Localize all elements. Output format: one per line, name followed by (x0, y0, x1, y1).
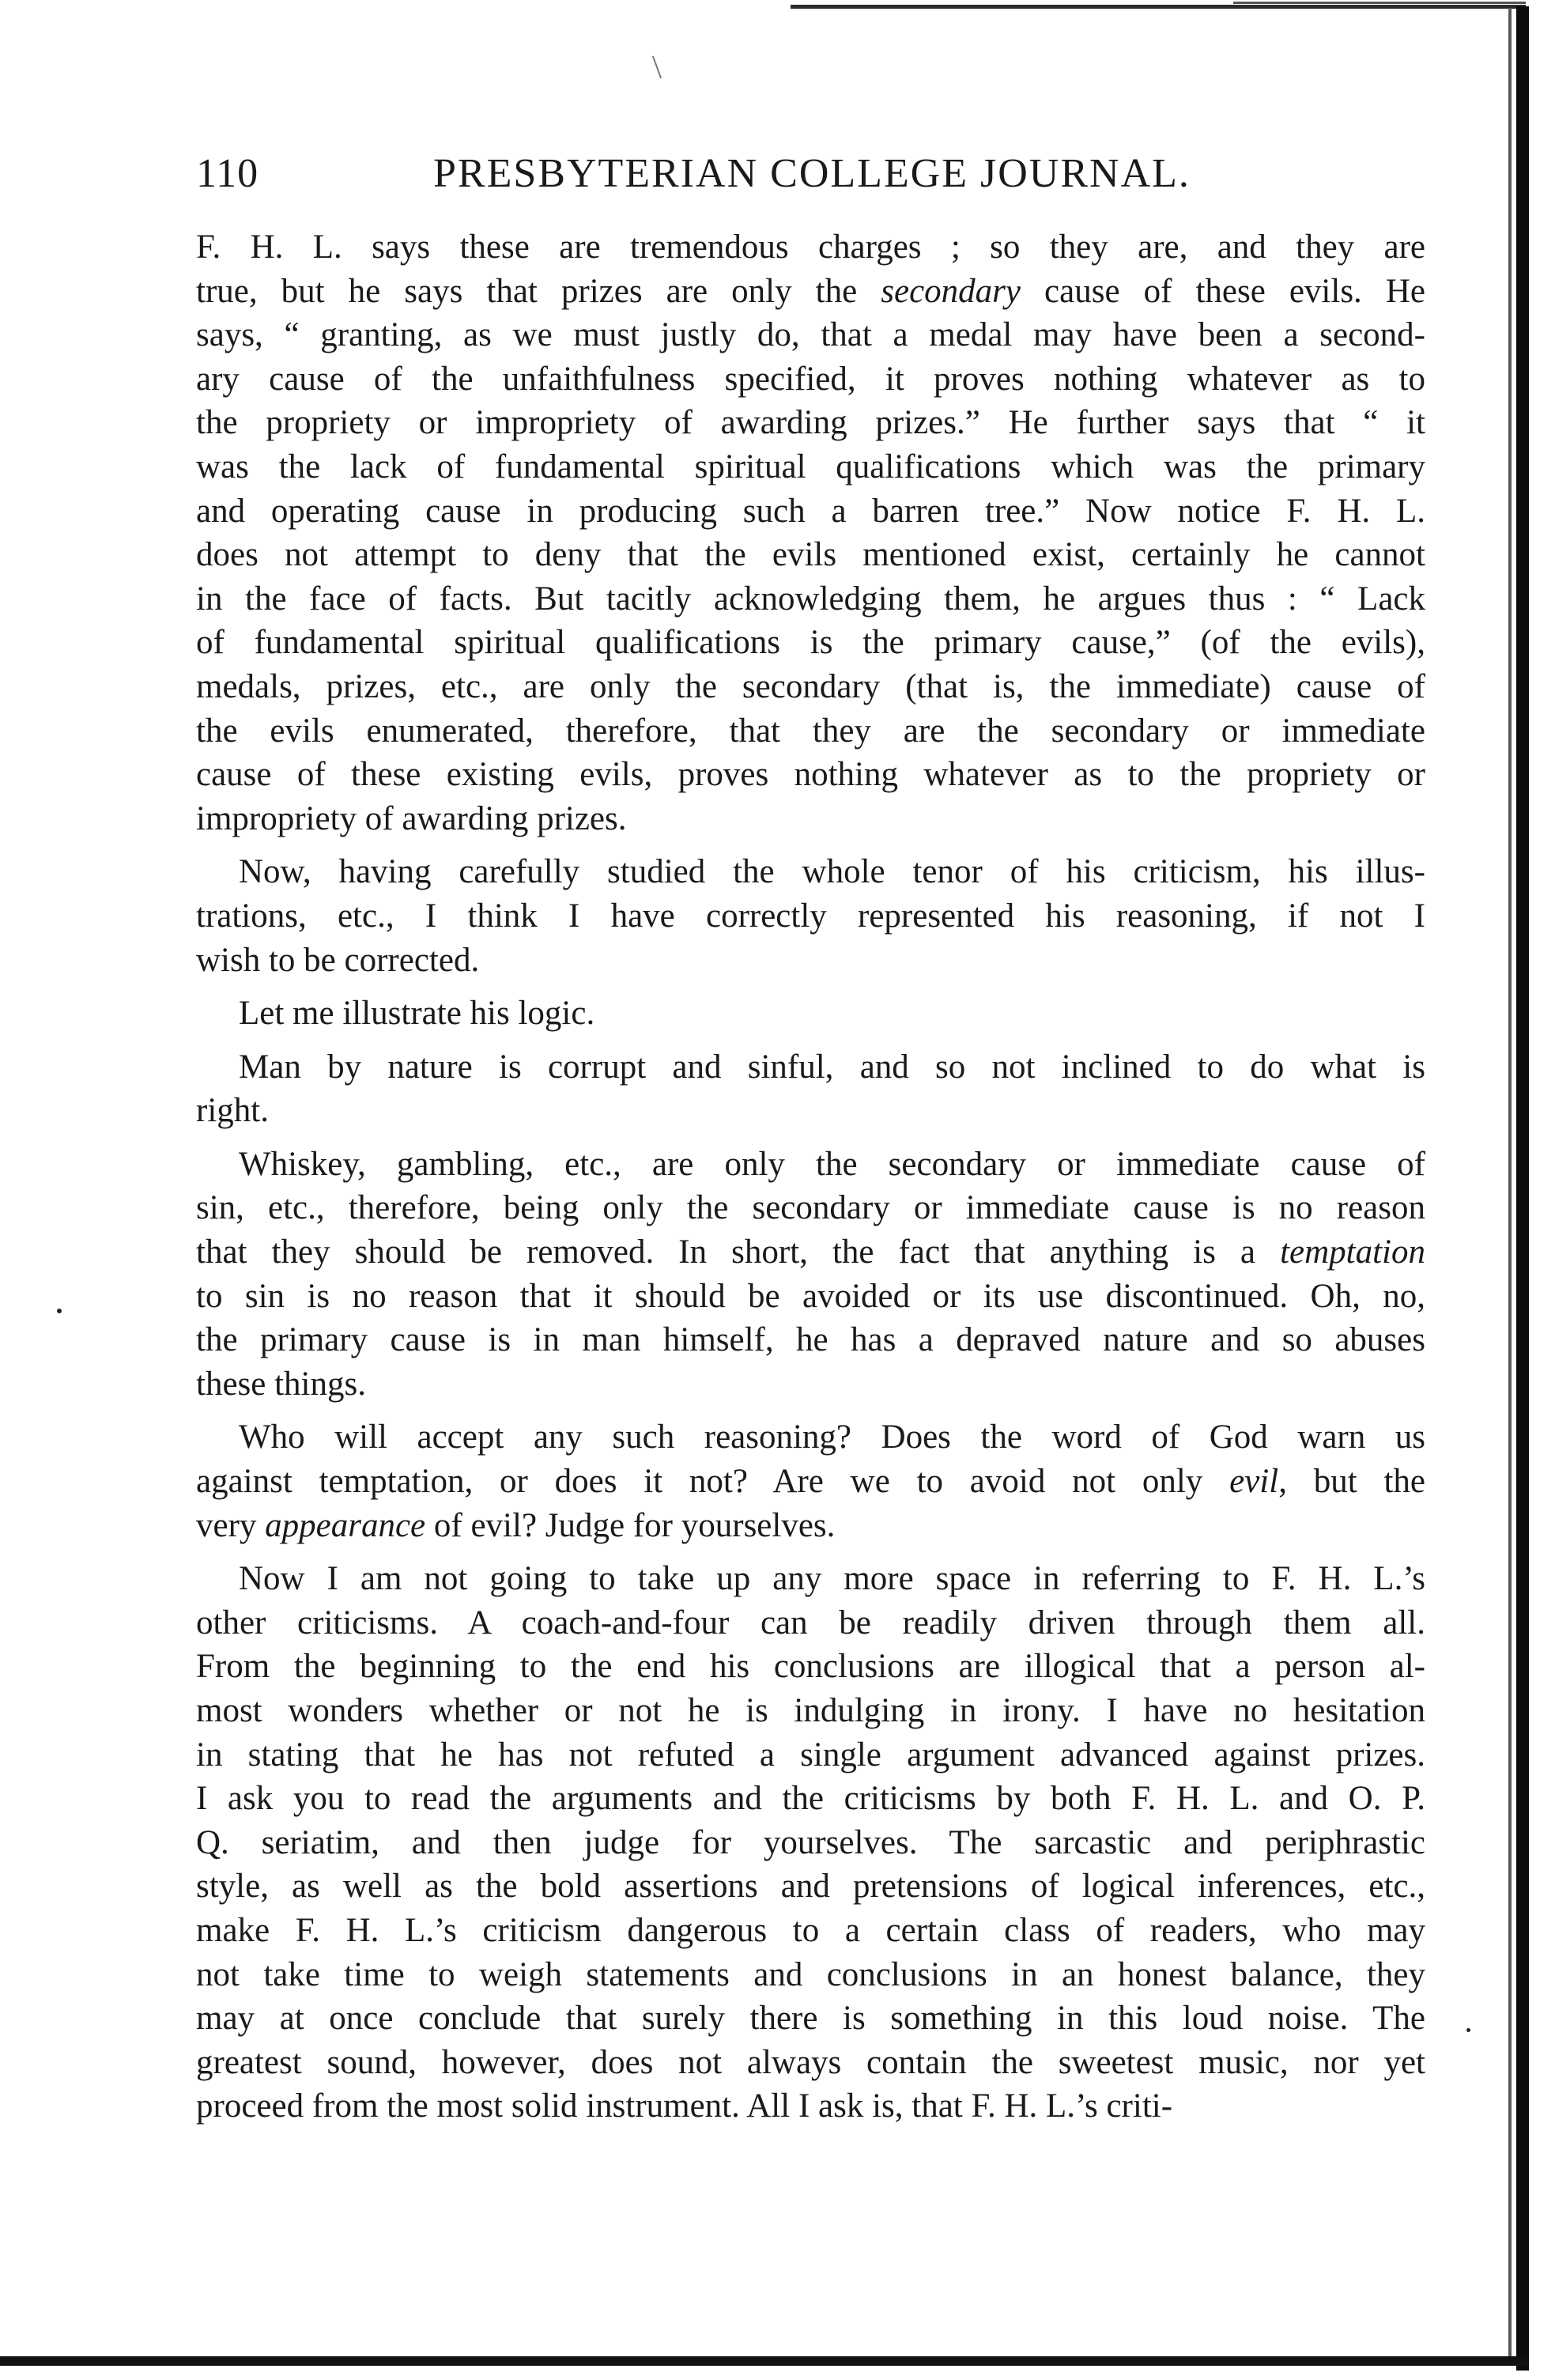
text-line: of fundamental spiritual qualifications is the primary cause,” (of the evils), (196, 624, 1425, 662)
text-line: I ask you to read the arguments and the criticisms by both F. H. L. and O. P. (196, 1780, 1425, 1818)
text-line: Who will accept any such reasoning? Does the word of God warn us (239, 1419, 1425, 1456)
text-line: impropriety of awarding prizes. (196, 799, 627, 837)
paragraph (196, 850, 1425, 982)
paragraph (196, 992, 1425, 1036)
paragraph (196, 225, 1425, 841)
text-line: style, as well as the bold assertions and pretensions of logical inferences, etc., (196, 1868, 1425, 1906)
article-body (196, 225, 1425, 2129)
page-number: 110 (196, 151, 259, 196)
text-line: sin, etc., therefore, being only the secondary or immediate cause is no reason (196, 1189, 1425, 1227)
text-line: Whiskey, gambling, etc., are only the secondary or immediate cause of (239, 1145, 1425, 1183)
text-segment: , but the (1278, 1463, 1425, 1501)
right-edge-shadow (1508, 8, 1512, 2364)
page-header (196, 150, 1477, 213)
italic-word: secondary (881, 272, 1021, 310)
text-line: F. H. L. says these are tremendous charges ; so they are, and they are (196, 229, 1425, 266)
text-line: medals, prizes, etc., are only the secondary (that is, the immediate) cause of (196, 667, 1425, 705)
text-segment: true, but he says that prizes are only the (196, 272, 881, 310)
text-line: proceed from the most solid instrument. All I ask is, that F. H. L.’s criti- (196, 2087, 1173, 2125)
text-line: From the beginning to the end his conclusions are illogical that a person al- (196, 1648, 1425, 1686)
bottom-border-rule (0, 2356, 1529, 2366)
italic-word: appearance (265, 1506, 426, 1544)
text-line: trations, etc., I think I have correctly represented his reasoning, if not I (196, 897, 1425, 935)
paragraph (196, 1143, 1425, 1407)
text-line: and operating cause in producing such a barren tree.” Now notice F. H. L. (196, 492, 1425, 530)
text-line: Q. seriatim, and then judge for yourselves. The sarcastic and periphrastic (196, 1823, 1425, 1861)
text-line (196, 1504, 1425, 1548)
print-speck (57, 1309, 62, 1313)
text-line: most wonders whether or not he is indulging in irony. I have no hesitation (196, 1692, 1425, 1729)
text-line: cause of these existing evils, proves nothing whatever as to the propriety or (196, 756, 1425, 794)
text-line: greatest sound, however, does not always contain the sweetest music, nor yet (196, 2043, 1425, 2081)
text-line: these things. (196, 1365, 366, 1403)
text-line: in the face of facts. But tacitly acknowledging them, he argues thus : “ Lack (196, 580, 1425, 618)
text-line: the propriety or impropriety of awarding prizes.” He further says that “ it (196, 404, 1425, 442)
text-line: may at once conclude that surely there is something in this loud noise. The (196, 2000, 1425, 2038)
top-border-rule (791, 5, 1526, 9)
italic-word: evil (1229, 1463, 1279, 1501)
text-line: was the lack of fundamental spiritual qualifications which was the primary (196, 448, 1425, 485)
text-line: Man by nature is corrupt and sinful, and so not inclined to do what is (239, 1048, 1425, 1086)
text-line: Now I am not going to take up any more space in referring to F. H. L.’s (239, 1560, 1425, 1598)
text-line: Let me illustrate his logic. (239, 995, 595, 1033)
paragraph (196, 1557, 1425, 2129)
top-edge-rule (1233, 2, 1526, 4)
text-line: says, “ granting, as we must justly do, that a medal may have been a second- (196, 316, 1425, 354)
text-line: to sin is no reason that it should be avoided or its use discontinued. Oh, no, (196, 1277, 1425, 1315)
paragraph (196, 1415, 1425, 1547)
text-segment: against temptation, or does it not? Are we to avoid not only (196, 1463, 1230, 1501)
text-segment: that they should be removed. In short, the fact that anything is a (196, 1233, 1281, 1271)
text-line: other criticisms. A coach-and-four can be readily driven through them all. (196, 1604, 1425, 1641)
italic-word: temptation (1280, 1233, 1425, 1271)
running-title: PRESBYTERIAN COLLEGE JOURNAL. (433, 151, 1191, 196)
text-line: does not attempt to deny that the evils mentioned exist, certainly he cannot (196, 536, 1425, 574)
text-line: right. (196, 1092, 269, 1130)
text-segment: of evil? Judge for yourselves. (425, 1506, 836, 1544)
text-segment: cause of these evils. He (1020, 272, 1425, 310)
text-segment: very (196, 1506, 266, 1544)
text-line: in stating that he has not refuted a single argument advanced against prizes. (196, 1736, 1425, 1774)
text-line: make F. H. L.’s criticism dangerous to a certain class of readers, who may (196, 1911, 1425, 1949)
text-line (196, 1460, 1425, 1504)
text-line: not take time to weigh statements and conclusions in an honest balance, they (196, 1955, 1425, 1993)
text-line: the evils enumerated, therefore, that they are the secondary or immediate (196, 712, 1425, 750)
paragraph (196, 1045, 1425, 1133)
print-mark (652, 56, 662, 79)
right-border-rule (1516, 6, 1529, 2371)
print-speck (1466, 2028, 1470, 2032)
text-line: ary cause of the unfaithfulness specified, it proves nothing whatever as to (196, 360, 1425, 398)
text-line (196, 1230, 1425, 1275)
text-line: the primary cause is in man himself, he has a depraved nature and so abuses (196, 1321, 1425, 1359)
text-line (196, 270, 1425, 314)
text-line: wish to be corrected. (196, 941, 480, 979)
text-line: Now, having carefully studied the whole tenor of his criticism, his illus- (239, 853, 1425, 891)
